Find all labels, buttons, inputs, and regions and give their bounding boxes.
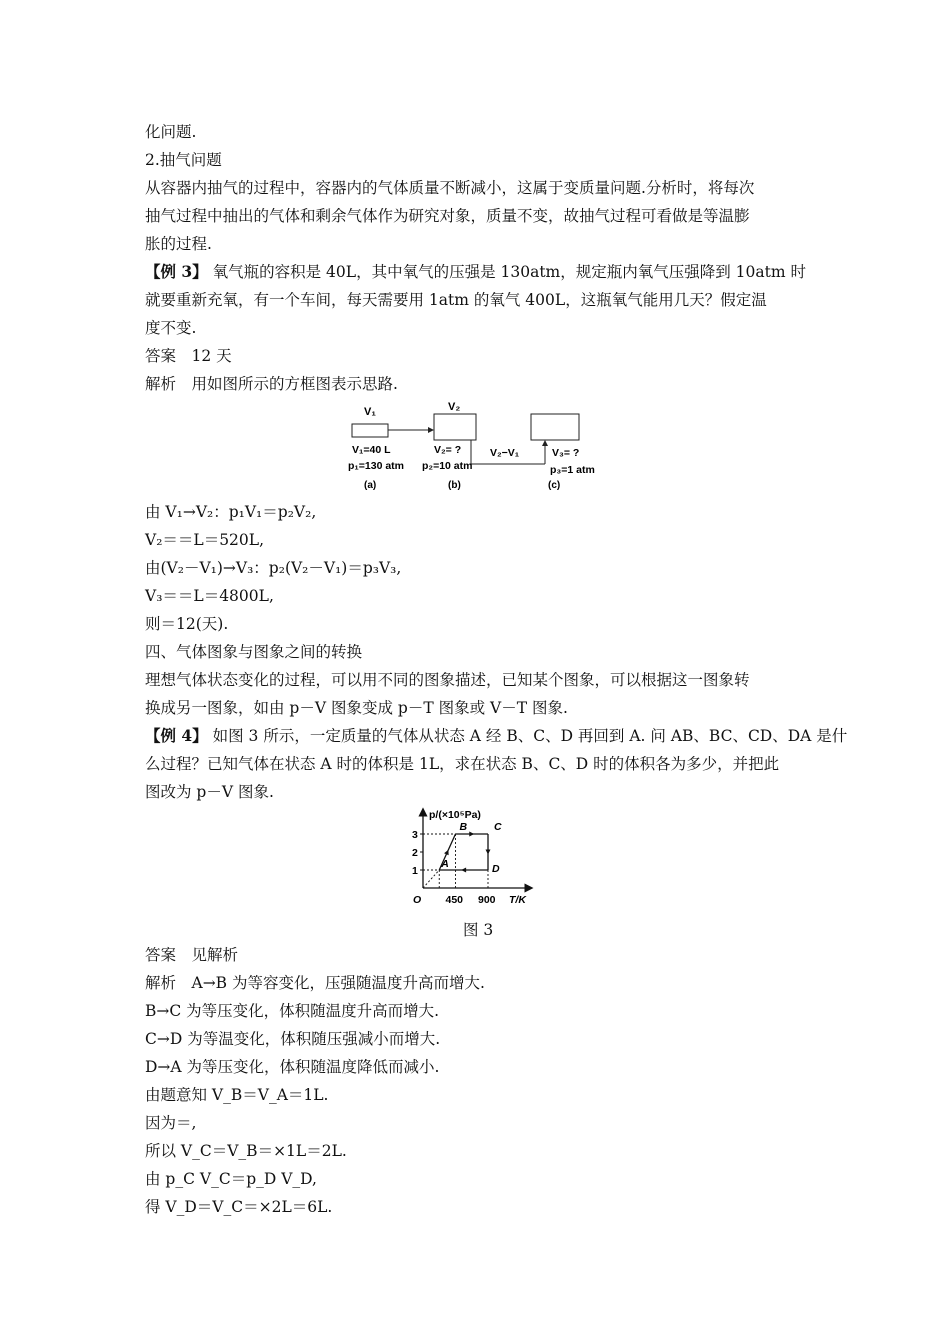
text-line: 换成另一图象，如由 p－V 图象变成 p－T 图象或 V－T 图象.	[145, 699, 568, 717]
v3-value: V₃= ?	[552, 447, 580, 459]
equation-line: 则＝12(天).	[145, 615, 229, 633]
box-c	[531, 414, 579, 440]
x-axis-label: T/K	[509, 894, 526, 906]
c-label: (c)	[548, 480, 561, 491]
text-line: 图改为 p－V 图象.	[145, 783, 274, 801]
example-text: 如图 3 所示，一定质量的气体从状态 A 经 B、C、D 再回到 A. 问 AB、BC、CD、DA 是什	[212, 727, 848, 745]
x-tick-label: 900	[478, 894, 496, 906]
example-4-line-1	[145, 726, 847, 746]
b-label: (b)	[448, 480, 461, 491]
example-tag: 【例 4】	[145, 726, 208, 745]
text-line: 胀的过程.	[145, 235, 212, 253]
p3-value: p₃=1 atm	[550, 464, 595, 476]
box-b	[434, 414, 476, 440]
answer-line: 答案 12 天	[145, 347, 232, 365]
analysis-line: 得 V_D＝V_C＝×2L＝6L.	[145, 1198, 333, 1216]
analysis-line: B→C 为等压变化，体积随温度升高而增大.	[145, 1002, 440, 1020]
pt-graph	[405, 802, 545, 910]
text-line: 化问题.	[145, 123, 197, 141]
arrow-head	[542, 440, 548, 446]
point-label-d: D	[492, 863, 500, 875]
analysis-line: D→A 为等压变化，体积随温度降低而减小.	[145, 1058, 440, 1076]
example-3-line-1	[145, 262, 806, 282]
y-tick-label: 3	[412, 829, 418, 841]
section-heading: 四、气体图象与图象之间的转换	[145, 643, 363, 661]
arrow-head	[428, 427, 434, 433]
text-line: 理想气体状态变化的过程，可以用不同的图象描述，已知某个图象，可以根据这一图象转	[145, 671, 750, 689]
x-tick-label: 450	[445, 894, 464, 906]
text-line: 从容器内抽气的过程中，容器内的气体质量不断减小，这属于变质量问题.分析时，将每次	[145, 179, 755, 197]
v2-value: V₂= ?	[434, 444, 462, 456]
diff-label: V₂−V₁	[490, 447, 520, 459]
v2-label: V₂	[448, 401, 461, 413]
equation-line: V₂＝＝L＝520L,	[145, 531, 265, 549]
analysis-line: 解析 用如图所示的方框图表示思路.	[145, 375, 398, 393]
y-tick-label: 1	[412, 865, 418, 877]
text-line: 度不变.	[145, 319, 197, 337]
p2-value: p₂=10 atm	[422, 460, 473, 472]
equation-line: 由(V₂－V₁)→V₃：p₂(V₂－V₁)＝p₃V₃,	[145, 559, 402, 577]
analysis-line: 因为＝,	[145, 1114, 197, 1132]
segment-bc-arrow	[469, 832, 474, 837]
v1-value: V₁=40 L	[352, 444, 391, 456]
box-diagram	[340, 400, 620, 496]
analysis-line: C→D 为等温变化，体积随压强减小而增大.	[145, 1030, 441, 1048]
guide-line	[423, 870, 439, 888]
a-label: (a)	[364, 480, 377, 491]
segment-cd-arrow	[486, 850, 491, 855]
point-label-b: B	[459, 821, 468, 833]
text-line: 么过程？已知气体在状态 A 时的体积是 1L，求在状态 B、C、D 时的体积各为多少，并把此	[145, 755, 780, 773]
y-axis-label: p/(×10⁵Pa)	[429, 809, 481, 821]
answer-line: 答案 见解析	[145, 946, 239, 964]
text-line: 就要重新充氧，有一个车间，每天需要用 1atm 的氧气 400L，这瓶氧气能用几天？假定温	[145, 291, 767, 309]
v1-label: V₁	[364, 406, 376, 418]
analysis-line: 所以 V_C＝V_B＝×1L＝2L.	[145, 1142, 347, 1160]
equation-line: 由 V₁→V₂：p₁V₁＝p₂V₂,	[145, 503, 317, 521]
analysis-line: 由 p_C V_C＝p_D V_D,	[145, 1170, 317, 1188]
subsection-heading: 2.抽气问题	[145, 151, 222, 169]
box-a	[352, 424, 388, 437]
example-tag: 【例 3】	[145, 262, 208, 281]
point-label-c: C	[494, 821, 502, 833]
y-tick-label: 2	[412, 847, 418, 859]
analysis-line: 由题意知 V_B＝V_A＝1L.	[145, 1086, 329, 1104]
text-line: 抽气过程中抽出的气体和剩余气体作为研究对象，质量不变，故抽气过程可看做是等温膨	[145, 207, 750, 225]
analysis-line: 解析 A→B 为等容变化，压强随温度升高而增大.	[145, 974, 485, 992]
origin-label: O	[413, 894, 422, 906]
equation-line: V₃＝＝L＝4800L,	[145, 587, 274, 605]
segment-da-arrow	[461, 868, 466, 873]
point-label-a: A	[441, 858, 449, 870]
p1-value: p₁=130 atm	[348, 460, 404, 472]
figure-caption: 图 3	[463, 921, 494, 939]
example-text: 氧气瓶的容积是 40L，其中氧气的压强是 130atm，规定瓶内氧气压强降到 10atm 时	[212, 263, 806, 281]
